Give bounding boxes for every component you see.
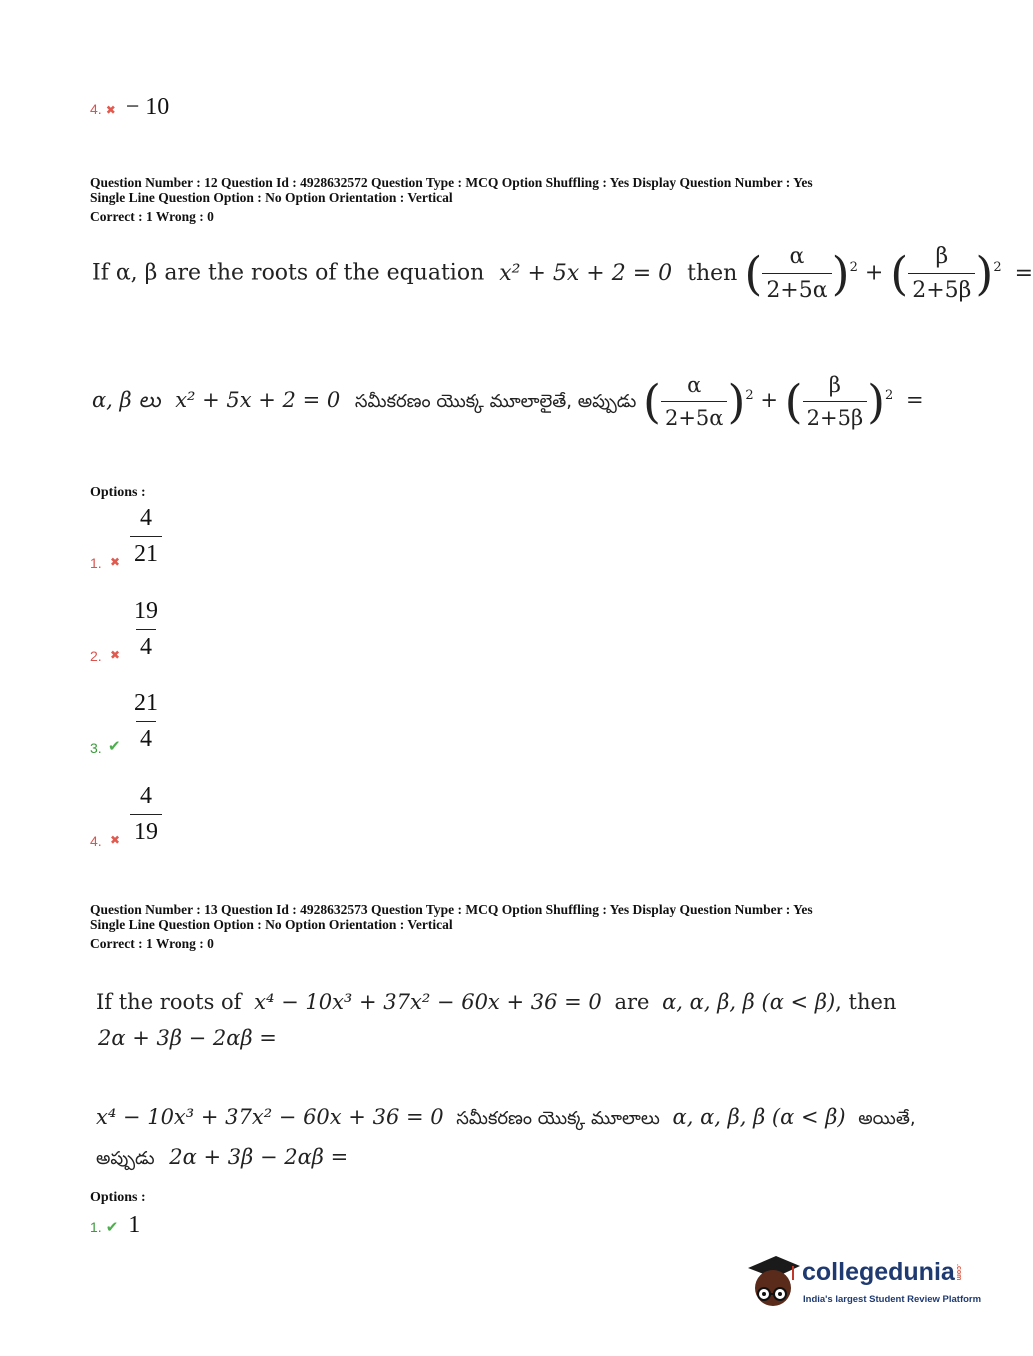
paren-close: ) — [831, 246, 850, 301]
q13-roots: α, α, β, β (α < β) — [662, 990, 836, 1014]
mascot-icon — [742, 1250, 804, 1312]
cross-icon: ✖ — [110, 833, 121, 847]
q13-polynomial: x⁴ − 10x³ + 37x² − 60x + 36 = 0 — [254, 990, 602, 1014]
q12-meta-line3: Correct : 1 Wrong : 0 — [90, 209, 214, 224]
logo-name: collegedunia — [802, 1258, 955, 1286]
q13-meta-line2: Single Line Question Option : No Option Orientation : Vertical — [90, 917, 453, 932]
option-value: 1 — [128, 1212, 141, 1238]
q13-question-te: x⁴ − 10x³ + 37x² − 60x + 36 = 0 సమీకరణం యొక్క మూలాలు α, α, β, β (α < β) అయితే, అప్పుడు 2α + 3β − 2αβ = — [96, 1105, 916, 1169]
option-fraction: $\frac{21}{4}$ — [134, 690, 158, 752]
option-number: 4. — [90, 101, 102, 117]
check-icon: ✔ — [105, 1218, 119, 1236]
q12-te-prefix: α, β లు — [92, 388, 161, 412]
q12-options-label: Options : — [90, 485, 146, 500]
prev-option-4 — [90, 94, 169, 121]
q12-en-prefix: If α, β are the roots of the equation — [92, 260, 485, 286]
option-fraction: $\frac{19}{4}$ — [134, 598, 158, 660]
cross-icon: ✖ — [110, 555, 121, 569]
q12-te-text: సమీకరణం యొక్క మూలాలైతే, అప్పుడు — [354, 391, 637, 412]
q12-meta-line2: Single Line Question Option : No Option Orientation : Vertical — [90, 190, 453, 205]
option-value: − 10 — [125, 94, 170, 120]
fraction-alpha: $\frac{\alpha}{2+5\alpha}$ — [762, 244, 831, 303]
paren-open: ( — [744, 246, 763, 301]
q13-option-1[interactable]: 1. ✔ 1 — [90, 1212, 141, 1238]
q13-meta-line1: Question Number : 13 Question Id : 4928632573 Question Type : MCQ Option Shuffling : Yes Display Question Number : Yes — [90, 902, 813, 917]
collegedunia-logo — [742, 1250, 982, 1320]
q13-meta — [90, 902, 970, 951]
fraction-beta: $\frac{\beta}{2+5\beta}$ — [908, 244, 975, 303]
q12-en-equation: x² + 5x + 2 = 0 — [499, 260, 673, 286]
q12-meta-line1: Question Number : 12 Question Id : 4928632572 Question Type : MCQ Option Shuffling : Yes Display Question Number : Yes — [90, 175, 813, 190]
q12-question-en: If α, β are the roots of the equation x² + 5x + 2 = 0 then ( $\frac{\alpha}{2+5\alpha}$ )$^2$ + ( $\frac{\beta}{2+5\beta}$ )$^2$ = — [92, 244, 1033, 303]
q13-expression: 2α + 3β − 2αβ = — [98, 1026, 277, 1050]
q13-question-en: If the roots of x⁴ − 10x³ + 37x² − 60x + 36 = 0 are α, α, β, β (α < β), then 2α + 3β − 2αβ = — [96, 984, 896, 1056]
option-fraction: $\frac{4}{19}$ — [130, 783, 162, 846]
q12-te-equation: x² + 5x + 2 = 0 — [175, 388, 341, 412]
q12-en-then: then — [687, 260, 738, 286]
q12-meta — [90, 175, 970, 224]
cross-icon: ✖ — [110, 648, 121, 662]
q13-options-label: Options : — [90, 1190, 146, 1205]
check-icon: ✔ — [108, 737, 121, 755]
cross-icon: ✖ — [105, 103, 116, 117]
q13-meta-line3: Correct : 1 Wrong : 0 — [90, 936, 214, 951]
option-fraction: $\frac{4}{21}$ — [130, 505, 162, 568]
logo-tagline: India's largest Student Review Platform — [803, 1294, 982, 1305]
logo-suffix: .com — [954, 1263, 962, 1280]
q12-question-te: α, β లు x² + 5x + 2 = 0 సమీకరణం యొక్క మూలాలైతే, అప్పుడు ( $\frac{\alpha}{2+5\alpha}$ )$^2$ + ( $\frac{\beta}{2+5\beta}$ )$^2$ = — [92, 373, 924, 430]
